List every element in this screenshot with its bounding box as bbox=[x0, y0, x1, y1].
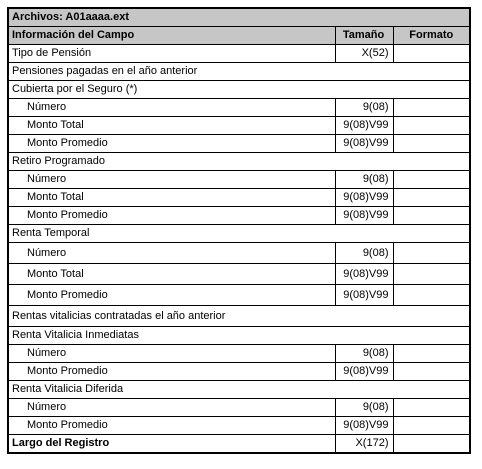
field-format bbox=[393, 345, 470, 363]
field-format bbox=[393, 117, 470, 135]
field-size: 9(08)V99 bbox=[335, 264, 393, 285]
field-label: Número bbox=[8, 345, 335, 363]
section-label: Renta Vitalicia Diferida bbox=[8, 381, 470, 399]
field-size: 9(08)V99 bbox=[335, 285, 393, 306]
field-size: 9(08)V99 bbox=[335, 117, 393, 135]
section-label: Retiro Programado bbox=[8, 153, 470, 171]
table-row bbox=[8, 189, 470, 207]
field-label: Monto Promedio bbox=[8, 417, 335, 435]
section-row bbox=[8, 153, 470, 171]
table-row bbox=[8, 417, 470, 435]
field-size: 9(08) bbox=[335, 399, 393, 417]
field-size: 9(08)V99 bbox=[335, 189, 393, 207]
header-field: Información del Campo bbox=[8, 27, 335, 45]
section-row bbox=[8, 381, 470, 399]
field-format bbox=[393, 243, 470, 264]
field-format bbox=[393, 285, 470, 306]
field-label: Monto Promedio bbox=[8, 285, 335, 306]
table-header-row bbox=[8, 27, 470, 45]
table-title: Archivos: A01aaaa.ext bbox=[8, 8, 470, 27]
table-row bbox=[8, 135, 470, 153]
table-row bbox=[8, 207, 470, 225]
field-format bbox=[393, 99, 470, 117]
table-row bbox=[8, 117, 470, 135]
field-size: 9(08)V99 bbox=[335, 363, 393, 381]
field-label: Monto Total bbox=[8, 117, 335, 135]
field-size: X(172) bbox=[335, 435, 393, 454]
field-format bbox=[393, 417, 470, 435]
table-row bbox=[8, 45, 470, 63]
table-row bbox=[8, 264, 470, 285]
section-row bbox=[8, 327, 470, 345]
field-size: 9(08)V99 bbox=[335, 417, 393, 435]
table-row bbox=[8, 171, 470, 189]
field-label: Monto Total bbox=[8, 264, 335, 285]
field-size: 9(08) bbox=[335, 171, 393, 189]
field-label: Monto Total bbox=[8, 189, 335, 207]
file-spec-table-container bbox=[7, 7, 469, 454]
field-label: Número bbox=[8, 399, 335, 417]
table-row bbox=[8, 435, 470, 454]
field-format bbox=[393, 171, 470, 189]
section-label: Cubierta por el Seguro (*) bbox=[8, 81, 470, 99]
field-label: Número bbox=[8, 243, 335, 264]
field-size: 9(08)V99 bbox=[335, 135, 393, 153]
table-row bbox=[8, 399, 470, 417]
section-label: Rentas vitalicias contratadas el año anterior bbox=[8, 306, 470, 327]
section-label: Pensiones pagadas en el año anterior bbox=[8, 63, 470, 81]
table-row bbox=[8, 285, 470, 306]
section-row bbox=[8, 81, 470, 99]
field-label: Monto Promedio bbox=[8, 135, 335, 153]
field-format bbox=[393, 189, 470, 207]
field-size: 9(08)V99 bbox=[335, 207, 393, 225]
header-format: Formato bbox=[393, 27, 470, 45]
field-label: Largo del Registro bbox=[8, 435, 335, 454]
table-title-row bbox=[8, 8, 470, 27]
field-size: 9(08) bbox=[335, 243, 393, 264]
field-format bbox=[393, 264, 470, 285]
field-format bbox=[393, 45, 470, 63]
field-label: Número bbox=[8, 171, 335, 189]
table-row bbox=[8, 345, 470, 363]
section-row bbox=[8, 63, 470, 81]
field-label: Monto Promedio bbox=[8, 207, 335, 225]
table-row bbox=[8, 99, 470, 117]
field-format bbox=[393, 363, 470, 381]
section-row bbox=[8, 306, 470, 327]
field-format bbox=[393, 435, 470, 454]
field-label: Monto Promedio bbox=[8, 363, 335, 381]
field-size: X(52) bbox=[335, 45, 393, 63]
section-label: Renta Temporal bbox=[8, 225, 470, 243]
table-row bbox=[8, 243, 470, 264]
field-format bbox=[393, 399, 470, 417]
field-size: 9(08) bbox=[335, 99, 393, 117]
field-format bbox=[393, 207, 470, 225]
field-size: 9(08) bbox=[335, 345, 393, 363]
section-row bbox=[8, 225, 470, 243]
table-row bbox=[8, 363, 470, 381]
field-label: Número bbox=[8, 99, 335, 117]
section-label: Renta Vitalicia Inmediatas bbox=[8, 327, 470, 345]
field-format bbox=[393, 135, 470, 153]
header-size: Tamaño bbox=[335, 27, 393, 45]
file-spec-table bbox=[7, 7, 471, 454]
field-label: Tipo de Pensión bbox=[8, 45, 335, 63]
